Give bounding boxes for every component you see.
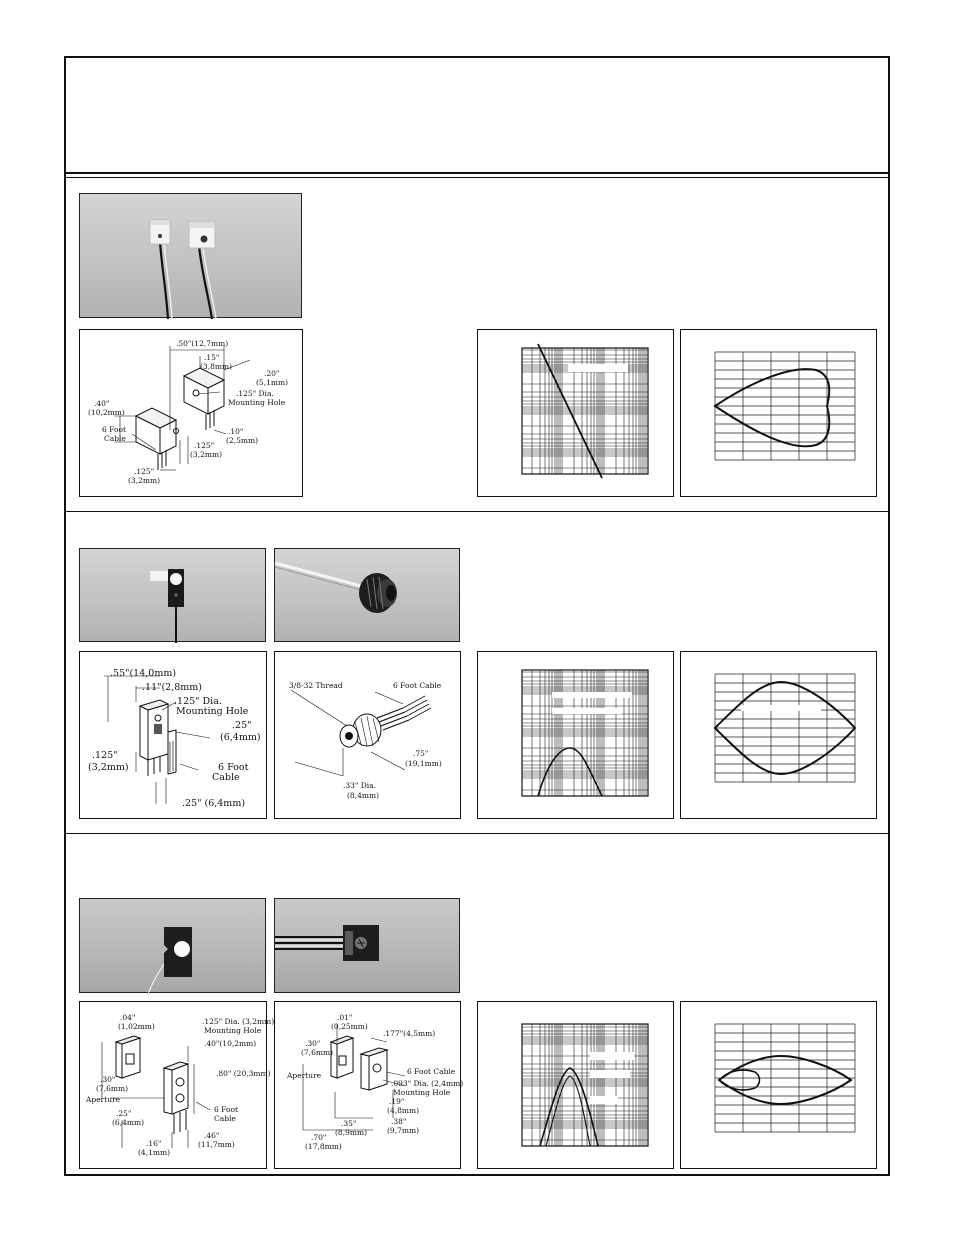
response-chart-2 [477, 651, 674, 819]
dim-hole-label: Mounting Hole [176, 706, 249, 717]
dim-cable: 6 Foot Cable [393, 681, 442, 690]
dim-width: .40"(10,2mm) [204, 1039, 257, 1048]
dim-aperture: Aperture [86, 1095, 121, 1104]
dim-depth-mm: (3,8mm) [200, 362, 233, 371]
dim-hole: .125" Dia. [174, 696, 222, 707]
radiation-pattern-chart-2 [680, 651, 877, 819]
dim-height-mm: (10,2mm) [88, 408, 125, 417]
sensor-pair-photo [79, 193, 302, 318]
radiation-pattern-chart-3 [680, 1001, 877, 1169]
dim-left: .125" [92, 750, 118, 761]
dim-hole-label: Mounting Hole [228, 398, 286, 407]
slotted-sensor-dimension-drawing [79, 651, 267, 819]
dim-height: .40" [94, 399, 110, 408]
dim-width-top: .50"(12,7mm) [176, 339, 229, 348]
threaded-sensor-photo [274, 548, 460, 642]
dim-top: .04" [120, 1013, 136, 1022]
dim-top-mm: (1,02mm) [118, 1022, 155, 1031]
section-divider-2 [64, 833, 890, 834]
dim-b-mm: (17,8mm) [305, 1142, 342, 1151]
dim-side: .25" [232, 720, 252, 731]
dim-m2: .35" [341, 1119, 357, 1128]
dim-length: .75" [413, 749, 429, 758]
dim-top: .01" [337, 1013, 353, 1022]
dim-gap-mm: (3,2mm) [190, 450, 223, 459]
dim-base: .25" (6,4mm) [182, 798, 246, 809]
dim-lead-mm: (2,5mm) [226, 436, 259, 445]
dim-low: .25" [116, 1109, 132, 1118]
dim-left-mm: (7,6mm) [96, 1084, 129, 1093]
dim-left-mm: (3,2mm) [88, 762, 129, 773]
dim-cable2: Cable [104, 434, 126, 443]
dim-right: .80" (20,3mm) [216, 1069, 271, 1078]
dim-left-mm: (7,6mm) [301, 1048, 334, 1057]
aperture-sensor-photo-front [79, 898, 266, 993]
dim-cable: 6 Foot [214, 1105, 238, 1114]
dim-cable: 6 Foot [102, 425, 126, 434]
dim-dia-mm: (8,4mm) [347, 791, 380, 800]
dim-low-mm: (6,4mm) [112, 1118, 145, 1127]
dim-base: .125" [134, 467, 155, 476]
dim-b: .70" [311, 1133, 327, 1142]
dim-dia: .33" Dia. [343, 781, 377, 790]
dim-cable: 6 Foot Cable [407, 1067, 456, 1076]
dim-top-mm: (0,25mm) [331, 1022, 368, 1031]
dim-hole: .125" Dia. (3,2mm) [202, 1017, 275, 1026]
dim-hole: .125" Dia. [236, 389, 274, 398]
aperture-sensor-photo-side [274, 898, 460, 993]
dim-w: .177"(4,5mm) [383, 1029, 436, 1038]
dim-hole: .093" Dia. (2,4mm) [391, 1079, 464, 1088]
dim-b2: .46" [204, 1131, 220, 1140]
dim-m1-mm: (4,8mm) [387, 1106, 420, 1115]
dim-m2-mm: (8,9mm) [335, 1128, 368, 1137]
dim-cable: 6 Foot [218, 762, 249, 773]
dim-m3-mm: (9,7mm) [387, 1126, 420, 1135]
aperture-sensor-dimension-drawing-b [274, 1001, 464, 1169]
threaded-sensor-dimension-drawing [274, 651, 461, 819]
dim-side-mm: (5,1mm) [256, 378, 289, 387]
dim-lead: .10" [228, 427, 244, 436]
aperture-sensor-dimension-drawing-a [79, 1001, 275, 1169]
dim-m3: .38" [391, 1117, 407, 1126]
dim-length-mm: (19,1mm) [405, 759, 442, 768]
dim-thread: 3/8-32 Thread [289, 681, 343, 690]
response-chart-1 [477, 329, 674, 497]
dim-cable2: Cable [212, 772, 240, 783]
dim-width: .55"(14,0mm) [110, 668, 177, 679]
dim-aperture: Aperture [287, 1071, 322, 1080]
dim-left: .30" [305, 1039, 321, 1048]
dim-cable2: Cable [214, 1114, 236, 1123]
dim-gap: .125" [194, 441, 215, 450]
dim-b1-mm: (4,1mm) [138, 1148, 171, 1157]
dim-b2-mm: (11,7mm) [198, 1140, 235, 1149]
dim-depth: .11"(2,8mm) [142, 682, 203, 693]
radiation-pattern-chart-1 [680, 329, 877, 497]
dim-base-mm: (3,2mm) [128, 476, 161, 485]
dim-b1: .16" [146, 1139, 162, 1148]
dim-left: .30" [100, 1075, 116, 1084]
response-chart-3 [477, 1001, 674, 1169]
dim-m1: .19" [389, 1097, 405, 1106]
dim-side-mm: (6,4mm) [220, 732, 261, 743]
header-divider [64, 172, 890, 174]
section-divider-1 [64, 511, 890, 512]
dim-side: .20" [264, 369, 280, 378]
slotted-sensor-photo [79, 548, 266, 642]
dim-depth: .15" [204, 353, 220, 362]
header-divider-thin [64, 177, 890, 178]
dim-hole-label: Mounting Hole [204, 1026, 262, 1035]
dim-hole-label: Mounting Hole [393, 1088, 451, 1097]
sensor-dimension-drawing [79, 329, 303, 497]
